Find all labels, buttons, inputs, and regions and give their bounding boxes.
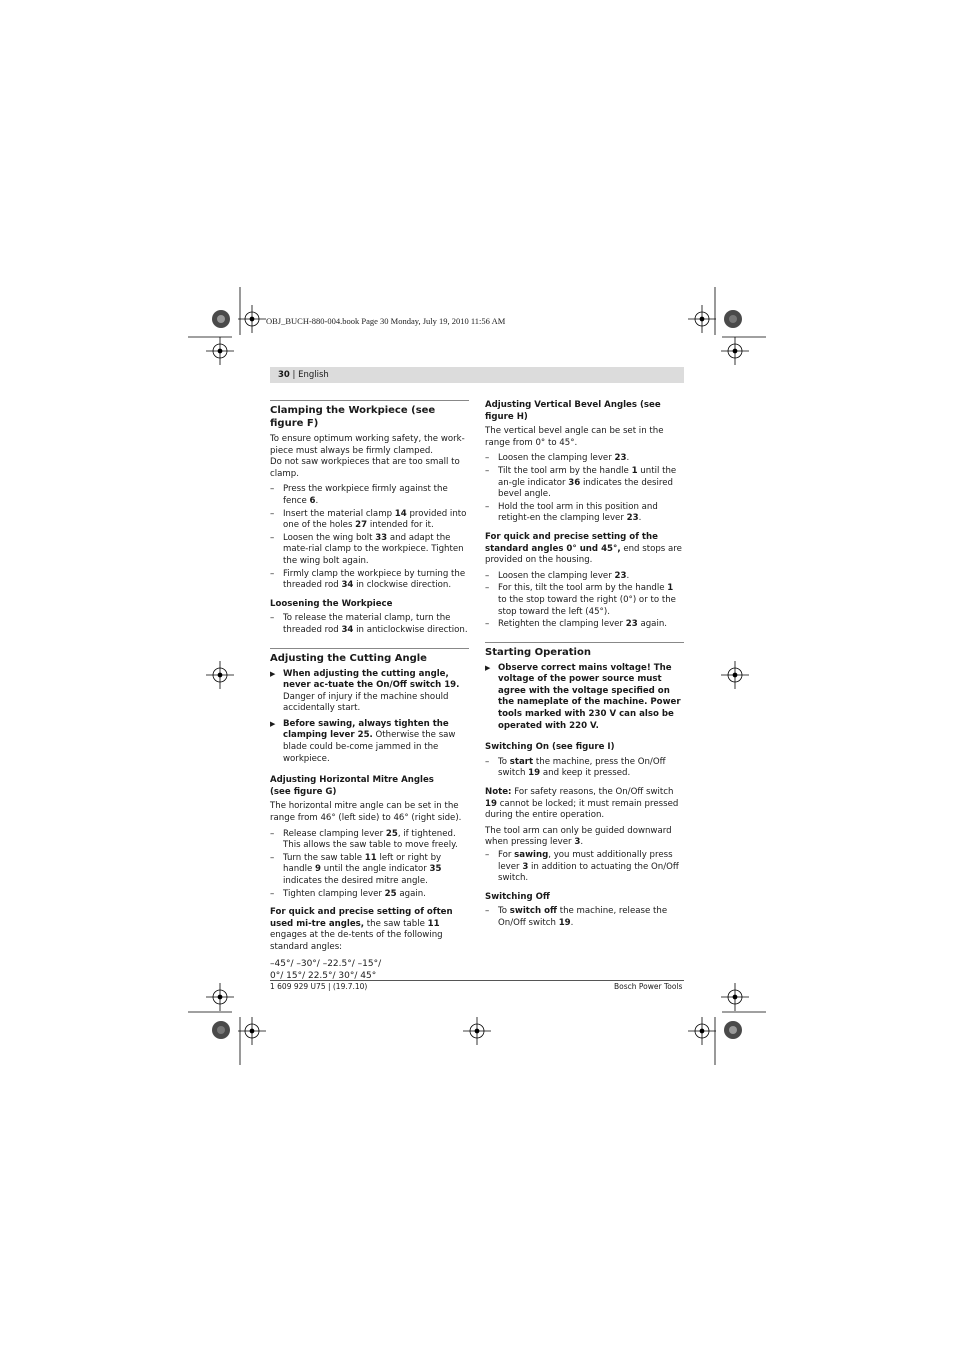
list-item: – Tilt the tool arm by the handle 1 until the an-gle indicator 36 indicates the desired bevel angle. bbox=[485, 465, 677, 500]
section-clamping bbox=[270, 400, 469, 592]
file-info-line: OBJ_BUCH-880-004.book Page 30 Monday, July 19, 2010 11:56 AM bbox=[266, 316, 506, 326]
bullet-triangle-icon: ▶ bbox=[485, 663, 491, 672]
list-item: – Hold the tool arm in this position and retight-en the clamping lever 23. bbox=[485, 501, 658, 524]
list-item: – To switch off the machine, release the On/Off switch 19. bbox=[485, 906, 668, 928]
section-loosening bbox=[270, 599, 469, 637]
left-column bbox=[270, 400, 469, 986]
angle-list: –45°/ –30°/ –22.5°/ –15°/ 0°/ 15°/ 22.5°/ 30°/ 45° bbox=[270, 958, 382, 981]
paragraph: The vertical bevel angle can be set in the range from 0° to 45°. bbox=[485, 426, 664, 448]
footer-doc-number: 1 609 929 U75 | (19.7.10) bbox=[270, 982, 368, 991]
subsection-title: Adjusting Vertical Bevel Angles (see figure H) bbox=[485, 400, 661, 422]
list-item: – For sawing, you must additionally press lever 3 in addition to actuating the On/Off switch. bbox=[485, 850, 679, 884]
subsection-title: Switching Off bbox=[485, 891, 550, 902]
section-title: Adjusting the Cutting Angle bbox=[270, 652, 427, 664]
list-item: – Loosen the clamping lever 23. bbox=[485, 570, 630, 581]
warning-item: ▶ Observe correct mains voltage! The voltage of the power source must agree with the voltage specified on the nameplate of the machine. Power tools marked with 230 V can also be operated with 220 V. bbox=[485, 662, 681, 731]
paragraph: For quick and precise setting of the standard angles 0° und 45°, end stops are provided on the housing. bbox=[485, 531, 682, 566]
section-switching-on bbox=[485, 742, 684, 885]
subsection-title: Loosening the Workpiece bbox=[270, 598, 393, 609]
page-number: 30 bbox=[278, 370, 290, 380]
footer-brand: Bosch Power Tools bbox=[614, 982, 683, 991]
list-item: – Loosen the wing bolt 33 and adapt the mate-rial clamp to the workpiece. Tighten the wing bolt again. bbox=[270, 532, 464, 566]
list-item: – Press the workpiece firmly against the fence 6. bbox=[270, 484, 448, 506]
list-item: – Firmly clamp the workpiece by turning the threaded rod 34 in clockwise direction. bbox=[270, 568, 466, 591]
section-title: Starting Operation bbox=[485, 646, 591, 658]
footer-divider bbox=[270, 980, 684, 981]
page-header bbox=[270, 367, 684, 383]
list-item: – Retighten the clamping lever 23 again. bbox=[485, 619, 668, 630]
paragraph: The tool arm can only be guided downward when pressing lever 3. bbox=[485, 825, 672, 848]
paragraph: The horizontal mitre angle can be set in the range from 46° (left side) to 46° (right side). bbox=[270, 801, 462, 824]
section-mitre bbox=[270, 775, 469, 981]
list-item: – Release clamping lever 25, if tightened. This allows the saw table to move freely. bbox=[270, 828, 458, 851]
subsection-title: Adjusting Horizontal Mitre Angles (see figure G) bbox=[270, 775, 434, 797]
right-column bbox=[485, 400, 684, 931]
warning-item: ▶ Before sawing, always tighten the clamping lever 25. Otherwise the saw blade could be-come jammed in the workpiece. bbox=[270, 718, 456, 764]
list-item: – Tighten clamping lever 25 again. bbox=[270, 888, 426, 899]
section-starting bbox=[485, 642, 684, 733]
paragraph: For quick and precise setting of often used mi-tre angles, the saw table 11 engages at the de-tents of the following standard angles: bbox=[270, 907, 453, 952]
section-title: Clamping the Workpiece (see figure F) bbox=[270, 405, 436, 429]
paragraph: To ensure optimum working safety, the work-piece must always be firmly clamped. Do not saw workpieces that are too small to clamp. bbox=[270, 434, 465, 479]
list-item: – To release the material clamp, turn the threaded rod 34 in anticlockwise direction. bbox=[270, 613, 468, 635]
note-paragraph: Note: For safety reasons, the On/Off switch 19 cannot be locked; it must remain pressed during the entire operation. bbox=[485, 787, 679, 821]
header-language: English bbox=[298, 370, 329, 380]
subsection-title: Switching On (see figure I) bbox=[485, 742, 615, 753]
section-cutting-angle bbox=[270, 648, 469, 766]
list-item: – For this, tilt the tool arm by the handle 1 to the stop toward the right (0°) or to the stop toward the left (45°). bbox=[485, 583, 676, 617]
header-separator: | bbox=[289, 370, 299, 380]
bullet-triangle-icon: ▶ bbox=[270, 719, 276, 728]
list-item: – Insert the material clamp 14 provided into one of the holes 27 intended for it. bbox=[270, 508, 467, 531]
list-item: – Turn the saw table 11 left or right by handle 9 until the angle indicator 35 indicates the desired mitre angle. bbox=[270, 852, 442, 886]
list-item: – Loosen the clamping lever 23. bbox=[485, 453, 630, 464]
section-switching-off bbox=[485, 892, 684, 930]
bullet-triangle-icon: ▶ bbox=[270, 669, 276, 678]
warning-item: ▶ When adjusting the cutting angle, never ac-tuate the On/Off switch 19. Danger of injury if the machine should accidentally start. bbox=[270, 668, 460, 714]
list-item: – To start the machine, press the On/Off switch 19 and keep it pressed. bbox=[485, 756, 666, 779]
section-bevel bbox=[485, 400, 684, 631]
